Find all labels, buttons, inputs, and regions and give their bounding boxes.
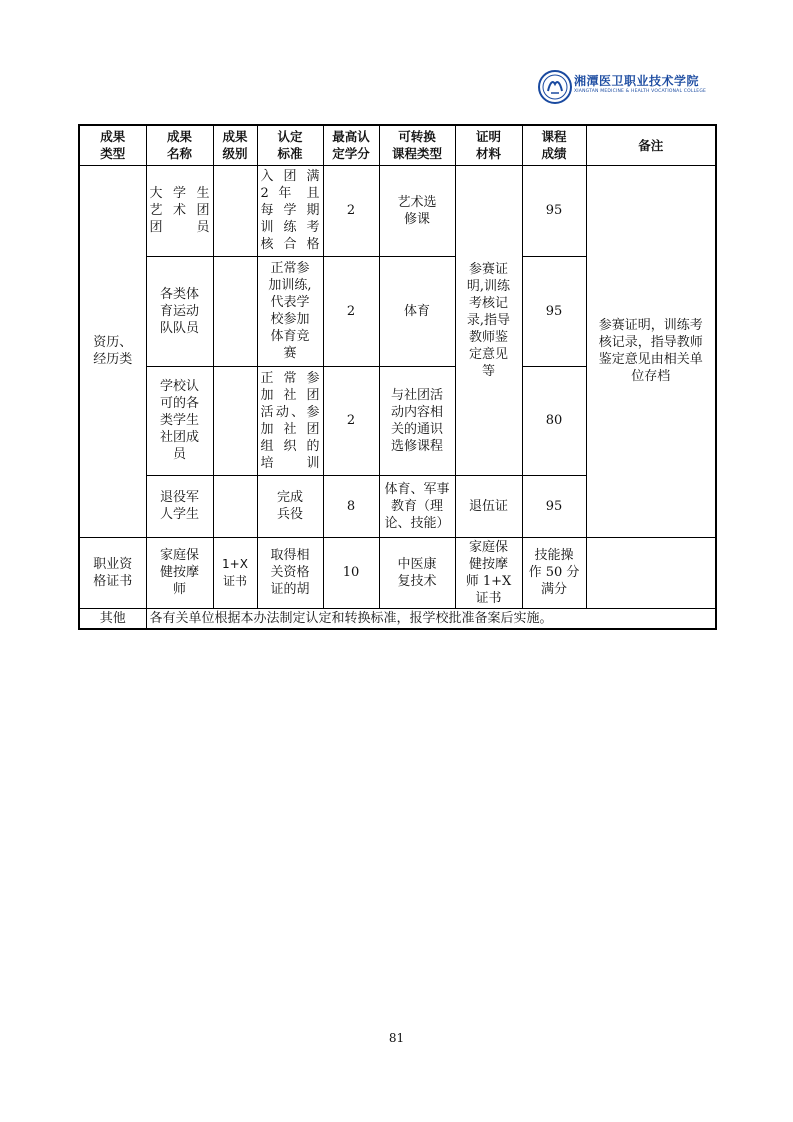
header-cell: 认定 标准 xyxy=(257,125,323,165)
course-type-cell: 中医康 复技术 xyxy=(379,537,455,608)
credit-cell: 2 xyxy=(323,165,379,256)
standard-cell: 正常参 加训练, 代表学 校参加 体育竞 赛 xyxy=(257,256,323,366)
college-name: 湘潭医卫职业技术学院 xyxy=(574,74,700,88)
proof-cell: 家庭保 健按摩 师 1+X 证书 xyxy=(455,537,522,608)
score-cell: 80 xyxy=(522,366,586,475)
achievement-name-cell: 各类体 育运动 队队员 xyxy=(146,256,213,366)
credit-cell: 2 xyxy=(323,256,379,366)
table-row xyxy=(79,165,716,256)
credit-cell: 8 xyxy=(323,475,379,537)
header-cell: 成果 名称 xyxy=(146,125,213,165)
proof-cell: 退伍证 xyxy=(455,475,522,537)
achievement-name-cell: 学校认 可的各 类学生 社团成 员 xyxy=(146,366,213,475)
college-logo xyxy=(538,68,707,108)
credit-cell: 2 xyxy=(323,366,379,475)
score-cell: 95 xyxy=(522,475,586,537)
remark-cell: 参赛证明，训练考 核记录，指导教师 鉴定意见由相关单 位存档 xyxy=(586,165,716,537)
proof-cell: 参赛证 明,训练 考核记 录,指导 教师鉴 定意见 等 xyxy=(455,165,522,475)
score-cell: 95 xyxy=(522,165,586,256)
credit-cell: 10 xyxy=(323,537,379,608)
achievement-level-cell xyxy=(213,165,257,256)
header-cell: 最高认 定学分 xyxy=(323,125,379,165)
header-cell: 可转换 课程类型 xyxy=(379,125,455,165)
achievement-type-cell: 职业资 格证书 xyxy=(79,537,146,608)
achievement-type-cell: 其他 xyxy=(79,608,146,629)
college-name-en: XIANGTAN MEDICINE & HEALTH VOCATIONAL COLLEGE xyxy=(574,89,707,94)
header-cell: 课程 成绩 xyxy=(522,125,586,165)
header-cell: 备注 xyxy=(586,125,716,165)
standard-cell: 完成 兵役 xyxy=(257,475,323,537)
course-type-cell: 艺术选 修课 xyxy=(379,165,455,256)
header-cell: 成果 类型 xyxy=(79,125,146,165)
achievement-level-cell xyxy=(213,256,257,366)
standard-cell: 正 常 参 加 社 团 活动、参 加 社 团 组 织 的 培训 xyxy=(257,366,323,475)
college-emblem-icon xyxy=(538,70,572,104)
score-cell: 技能操 作 50 分 满分 xyxy=(522,537,586,608)
remark-cell xyxy=(586,537,716,608)
header-cell: 成果 级别 xyxy=(213,125,257,165)
achievement-level-cell: 1+X 证书 xyxy=(213,537,257,608)
credit-conversion-table xyxy=(78,124,717,630)
table-row xyxy=(79,608,716,629)
header-cell: 证明 材料 xyxy=(455,125,522,165)
standard-cell: 入 团 满 2 年 且 每 学 期 训 练 考 核合格 xyxy=(257,165,323,256)
achievement-level-cell xyxy=(213,366,257,475)
score-cell: 95 xyxy=(522,256,586,366)
achievement-name-cell: 退役军 人学生 xyxy=(146,475,213,537)
course-type-cell: 体育、军事 教育（理 论、技能） xyxy=(379,475,455,537)
course-type-cell: 体育 xyxy=(379,256,455,366)
achievement-name-cell: 家庭保 健按摩 师 xyxy=(146,537,213,608)
other-note-cell: 各有关单位根据本办法制定认定和转换标准，报学校批准备案后实施。 xyxy=(146,608,716,629)
standard-cell: 取得相 关资格 证的胡 xyxy=(257,537,323,608)
achievement-type-cell: 资历、 经历类 xyxy=(79,165,146,537)
header-row xyxy=(79,125,716,165)
achievement-name-cell: 大 学 生 艺 术 团 团员 xyxy=(146,165,213,256)
achievement-level-cell xyxy=(213,475,257,537)
table-row xyxy=(79,537,716,608)
course-type-cell: 与社团活 动内容相 关的通识 选修课程 xyxy=(379,366,455,475)
page-number: 81 xyxy=(388,1031,405,1045)
